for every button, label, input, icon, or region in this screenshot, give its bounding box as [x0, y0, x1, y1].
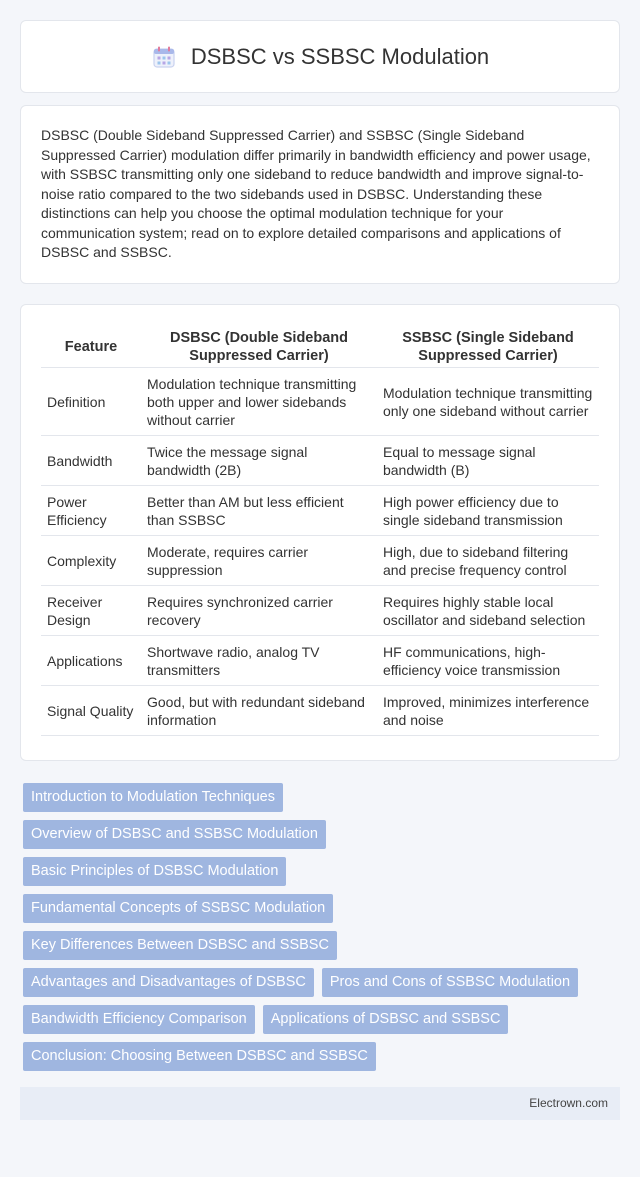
table-row	[41, 368, 599, 436]
row-feature: Applications	[41, 636, 141, 686]
row-dsbsc: Better than AM but less efficient than SSBSC	[141, 486, 377, 536]
tag-link[interactable]: Conclusion: Choosing Between DSBSC and SSBSC	[23, 1042, 376, 1071]
row-dsbsc: Good, but with redundant sideband information	[141, 686, 377, 736]
header-feature: Feature	[41, 325, 141, 368]
table-header-row	[41, 325, 599, 368]
table-row	[41, 686, 599, 736]
row-feature: Receiver Design	[41, 586, 141, 636]
tag-link[interactable]: Overview of DSBSC and SSBSC Modulation	[23, 820, 326, 849]
row-dsbsc: Shortwave radio, analog TV transmitters	[141, 636, 377, 686]
intro-card	[20, 105, 620, 284]
table-row	[41, 536, 599, 586]
row-feature: Definition	[41, 368, 141, 436]
row-dsbsc: Moderate, requires carrier suppression	[141, 536, 377, 586]
row-dsbsc: Twice the message signal bandwidth (2B)	[141, 436, 377, 486]
tag-link[interactable]: Advantages and Disadvantages of DSBSC	[23, 968, 314, 997]
table-row	[41, 436, 599, 486]
row-feature: Complexity	[41, 536, 141, 586]
row-ssbsc: Improved, minimizes interference and noise	[377, 686, 599, 736]
row-ssbsc: Requires highly stable local oscillator and sideband selection	[377, 586, 599, 636]
comparison-table-card	[20, 304, 620, 761]
tag-link[interactable]: Key Differences Between DSBSC and SSBSC	[23, 931, 337, 960]
calendar-icon	[151, 44, 177, 70]
row-feature: Signal Quality	[41, 686, 141, 736]
tag-link[interactable]: Introduction to Modulation Techniques	[23, 783, 283, 812]
row-ssbsc: Equal to message signal bandwidth (B)	[377, 436, 599, 486]
header-dsbsc: DSBSC (Double Sideband Suppressed Carrier)	[141, 325, 377, 368]
tag-link[interactable]: Pros and Cons of SSBSC Modulation	[322, 968, 578, 997]
row-dsbsc: Requires synchronized carrier recovery	[141, 586, 377, 636]
footer-site[interactable]: Electrown.com	[529, 1096, 608, 1110]
row-ssbsc: Modulation technique transmitting only one sideband without carrier	[377, 368, 599, 436]
footer	[20, 1087, 620, 1120]
topic-tags	[20, 783, 580, 1071]
row-ssbsc: HF communications, high-efficiency voice transmission	[377, 636, 599, 686]
page-title: DSBSC vs SSBSC Modulation	[190, 43, 490, 69]
tag-link[interactable]: Basic Principles of DSBSC Modulation	[23, 857, 286, 886]
table-row	[41, 636, 599, 686]
tag-link[interactable]: Bandwidth Efficiency Comparison	[23, 1005, 255, 1034]
table-row	[41, 486, 599, 536]
row-ssbsc: High power efficiency due to single sideband transmission	[377, 486, 599, 536]
header-ssbsc: SSBSC (Single Sideband Suppressed Carrier)	[377, 325, 599, 368]
tag-link[interactable]: Applications of DSBSC and SSBSC	[263, 1005, 509, 1034]
comparison-table	[41, 325, 599, 736]
row-feature: Bandwidth	[41, 436, 141, 486]
row-feature: Power Efficiency	[41, 486, 141, 536]
title-card	[20, 20, 620, 93]
table-row	[41, 586, 599, 636]
intro-text: DSBSC (Double Sideband Suppressed Carrier) and SSBSC (Single Sideband Suppressed Carrier) modulation differ primarily in bandwidth efficiency and power usage, with SSBSC transmitting only one sideband to reduce bandwidth and improve signal-to-noise ratio compared to the two sidebands used in DSBSC. Understanding these distinctions can help you choose the optimal modulation technique for your communication system; read on to explore detailed comparisons and applications of DSBSC and SSBSC.	[41, 127, 591, 260]
row-dsbsc: Modulation technique transmitting both upper and lower sidebands without carrier	[141, 368, 377, 436]
tag-link[interactable]: Fundamental Concepts of SSBSC Modulation	[23, 894, 333, 923]
row-ssbsc: High, due to sideband filtering and precise frequency control	[377, 536, 599, 586]
